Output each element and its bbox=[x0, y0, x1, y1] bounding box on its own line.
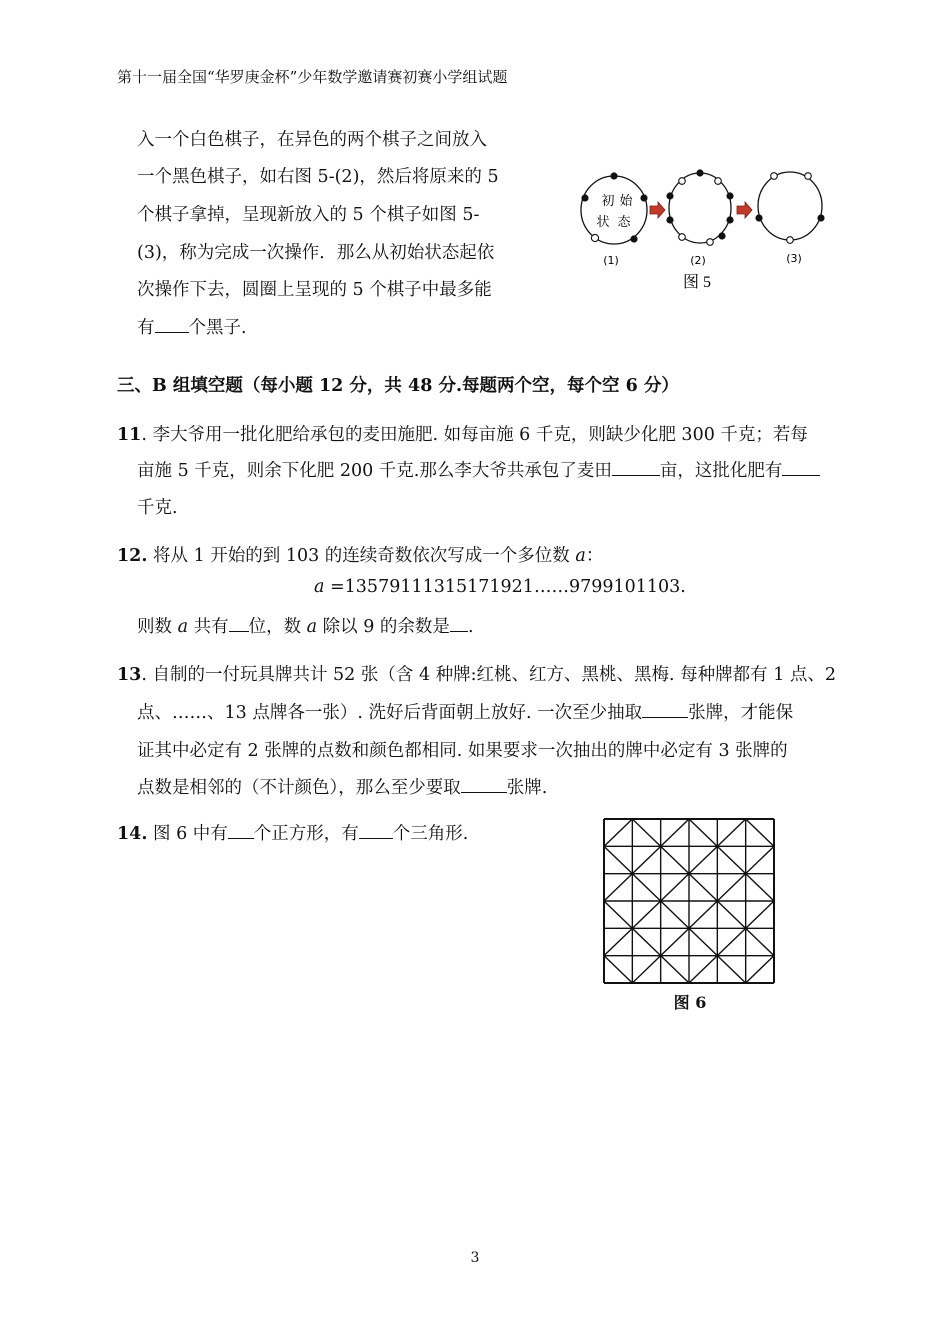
q11-number: 11 bbox=[117, 425, 142, 445]
fig5-label-2: (2) bbox=[690, 254, 706, 267]
q12-var-a: a bbox=[575, 546, 586, 566]
grid-diagonal-line bbox=[689, 846, 717, 873]
fig5-char-4: 态 bbox=[617, 215, 631, 230]
grid-diagonal-line bbox=[746, 819, 774, 846]
grid-diagonal-line bbox=[661, 928, 689, 955]
q10-line-1: 入一个白色棋子，在异色的两个棋子之间放入 bbox=[137, 130, 487, 150]
fig5-c2-white-piece bbox=[707, 239, 714, 246]
fig5-char-3: 状 bbox=[596, 215, 610, 230]
fig5-c2-white-piece bbox=[679, 178, 686, 185]
grid-diagonal-line bbox=[717, 901, 745, 928]
grid-diagonal-line bbox=[746, 901, 774, 928]
q13-text-2b: 张牌，才能保 bbox=[688, 703, 794, 723]
grid-diagonal-line bbox=[689, 956, 717, 983]
grid-diagonal-line bbox=[746, 928, 774, 955]
q12-line-1 bbox=[117, 542, 603, 567]
q12-text-3e: . bbox=[467, 617, 474, 637]
page-header: 第十一届全国“华罗庚金杯”少年数学邀请赛初赛小学组试题 bbox=[117, 68, 508, 86]
q13-line-2 bbox=[137, 699, 793, 724]
grid-diagonal-line bbox=[661, 956, 689, 983]
figure-6-grid bbox=[600, 816, 780, 986]
q12-text-3b: 共有 bbox=[188, 617, 229, 637]
fig5-c2-white-piece bbox=[715, 178, 722, 185]
grid-diagonal-line bbox=[632, 928, 660, 955]
fig5-c2-white-piece bbox=[679, 234, 686, 241]
q12-blank-2[interactable] bbox=[450, 617, 468, 632]
q12-var-a-3: a bbox=[306, 617, 318, 637]
q11-line-3: 千克. bbox=[137, 498, 178, 518]
fig5-c2-black-piece bbox=[666, 192, 673, 199]
fig5-c3-white-piece bbox=[805, 173, 812, 180]
grid-diagonal-line bbox=[661, 846, 689, 873]
q10-line-4: (3)，称为完成一次操作．那么从初始状态起依 bbox=[137, 243, 495, 263]
fig5-arrow-icon bbox=[737, 202, 752, 218]
q10-line-6 bbox=[137, 314, 247, 339]
q14-blank-2[interactable] bbox=[359, 824, 393, 839]
q12-text-3c: 位，数 bbox=[248, 617, 307, 637]
q13-blank-2[interactable] bbox=[461, 778, 507, 793]
q10-last-pre: 有 bbox=[137, 318, 155, 338]
fig6-caption: 图 6 bbox=[673, 993, 707, 1012]
q11-blank-1[interactable] bbox=[612, 461, 660, 476]
grid-diagonal-line bbox=[717, 928, 745, 955]
grid-diagonal-line bbox=[689, 874, 717, 901]
q13-line-4 bbox=[137, 774, 547, 799]
q10-line-3: 个棋子拿掉，呈现新放入的 5 个棋子如图 5- bbox=[137, 205, 480, 225]
grid-diagonal-line bbox=[717, 846, 745, 873]
q13-blank-1[interactable] bbox=[642, 703, 688, 718]
q12-text-1a: 将从 1 开始的到 103 的连续奇数依次写成一个多位数 bbox=[147, 546, 576, 566]
grid-diagonal-line bbox=[717, 819, 745, 846]
grid-diagonal-line bbox=[632, 846, 660, 873]
fig5-circle-3 bbox=[758, 172, 822, 240]
grid-diagonal-line bbox=[717, 874, 745, 901]
q11-line-2 bbox=[137, 457, 820, 482]
grid-diagonal-line bbox=[604, 928, 632, 955]
grid-diagonal-line bbox=[604, 956, 632, 983]
q13-line-1 bbox=[117, 661, 836, 686]
fig5-c3-black-piece bbox=[817, 214, 824, 221]
grid-diagonal-line bbox=[632, 901, 660, 928]
q11-line-1 bbox=[117, 421, 808, 446]
fig5-c2-black-piece bbox=[726, 216, 733, 223]
q10-answer-blank[interactable] bbox=[155, 318, 189, 333]
fig5-c2-black-piece bbox=[666, 216, 673, 223]
grid-diagonal-line bbox=[746, 874, 774, 901]
grid-diagonal-line bbox=[717, 956, 745, 983]
q12-var-a-2: a bbox=[177, 617, 189, 637]
fig5-label-3: (3) bbox=[786, 252, 802, 265]
grid-diagonal-line bbox=[661, 901, 689, 928]
grid-diagonal-line bbox=[604, 846, 632, 873]
grid-diagonal-line bbox=[632, 874, 660, 901]
q12-text-3a: 则数 bbox=[137, 617, 178, 637]
q11-text-2b: 亩，这批化肥有 bbox=[659, 461, 783, 481]
fig5-c1-black-piece bbox=[630, 235, 637, 242]
q11-text-2a: 亩施 5 千克，则余下化肥 200 千克.那么李大爷共承包了麦田 bbox=[137, 461, 612, 481]
fig5-c2-black-piece bbox=[726, 192, 733, 199]
grid-diagonal-line bbox=[632, 819, 660, 846]
q12-formula-rest: =13579111315171921……9799101103. bbox=[324, 577, 686, 597]
fig5-char-2: 始 bbox=[619, 194, 633, 209]
q13-text-4b: 张牌. bbox=[506, 778, 548, 798]
fig5-arrow-icon bbox=[650, 202, 665, 218]
figure-5 bbox=[570, 160, 840, 295]
q11-text-1: . 李大爷用一批化肥给承包的麦田施肥. 如每亩施 6 千克，则缺少化肥 300 千克；若每 bbox=[141, 425, 808, 445]
q12-formula-var: a bbox=[314, 577, 325, 597]
fig5-c3-black-piece bbox=[755, 214, 762, 221]
grid-diagonal-line bbox=[632, 956, 660, 983]
page-number: 3 bbox=[470, 1250, 480, 1266]
q14-text-c: 个三角形. bbox=[392, 824, 469, 844]
grid-diagonal-line bbox=[604, 874, 632, 901]
grid-diagonal-line bbox=[689, 901, 717, 928]
q14-text-b: 个正方形，有 bbox=[253, 824, 359, 844]
grid-diagonal-line bbox=[746, 846, 774, 873]
fig5-c3-white-piece bbox=[787, 237, 794, 244]
q13-text-2a: 点、……、13 点牌各一张）. 洗好后背面朝上放好. 一次至少抽取 bbox=[137, 703, 643, 723]
grid-diagonal-line bbox=[661, 819, 689, 846]
q14-number: 14. bbox=[117, 824, 148, 844]
q10-line-5: 次操作下去，圆圈上呈现的 5 个棋子中最多能 bbox=[137, 280, 492, 300]
fig5-c1-white-piece bbox=[591, 234, 598, 241]
q13-number: 13 bbox=[117, 665, 142, 685]
fig5-c1-black-piece bbox=[581, 194, 588, 201]
fig5-c1-black-piece bbox=[610, 172, 617, 179]
q14-text-a: 图 6 中有 bbox=[147, 824, 228, 844]
grid-diagonal-line bbox=[604, 819, 632, 846]
q12-formula bbox=[314, 577, 686, 597]
grid-diagonal-line bbox=[661, 874, 689, 901]
fig5-c2-black-piece bbox=[718, 232, 725, 239]
q10-last-post: 个黑子. bbox=[188, 318, 247, 338]
fig5-c3-white-piece bbox=[771, 173, 778, 180]
q13-text-1: . 自制的一付玩具牌共计 52 张（含 4 种牌:红桃、红方、黑桃、黑梅. 每种牌都有 1 点、2 bbox=[141, 665, 837, 685]
q12-text-3d: 除以 9 的余数是 bbox=[317, 617, 450, 637]
q14-line bbox=[117, 820, 468, 845]
fig5-label-1: (1) bbox=[603, 254, 619, 267]
q12-number: 12. bbox=[117, 546, 148, 566]
q10-line-2: 一个黑色棋子，如右图 5-(2)，然后将原来的 5 bbox=[137, 167, 499, 187]
q13-line-3: 证其中必定有 2 张牌的点数和颜色都相同. 如果要求一次抽出的牌中必定有 3 张牌的 bbox=[137, 741, 788, 761]
q14-blank-1[interactable] bbox=[228, 824, 254, 839]
q13-text-4a: 点数是相邻的（不计颜色），那么至少要取 bbox=[137, 778, 461, 798]
q11-blank-2[interactable] bbox=[782, 461, 820, 476]
fig5-c1-black-piece bbox=[640, 194, 647, 201]
q12-line-3 bbox=[137, 613, 474, 638]
q12-blank-1[interactable] bbox=[229, 617, 249, 632]
fig5-char-1: 初 bbox=[601, 194, 615, 209]
fig5-c2-black-piece bbox=[696, 169, 703, 176]
q12-text-1b: ： bbox=[585, 546, 604, 566]
grid-diagonal-line bbox=[689, 819, 717, 846]
section-3-heading: 三、B 组填空题（每小题 12 分，共 48 分.每题两个空，每个空 6 分） bbox=[117, 376, 679, 396]
fig5-caption: 图 5 bbox=[682, 274, 712, 291]
fig5-circle-1 bbox=[581, 176, 647, 244]
grid-diagonal-line bbox=[604, 901, 632, 928]
grid-diagonal-line bbox=[689, 928, 717, 955]
grid-diagonal-line bbox=[746, 956, 774, 983]
